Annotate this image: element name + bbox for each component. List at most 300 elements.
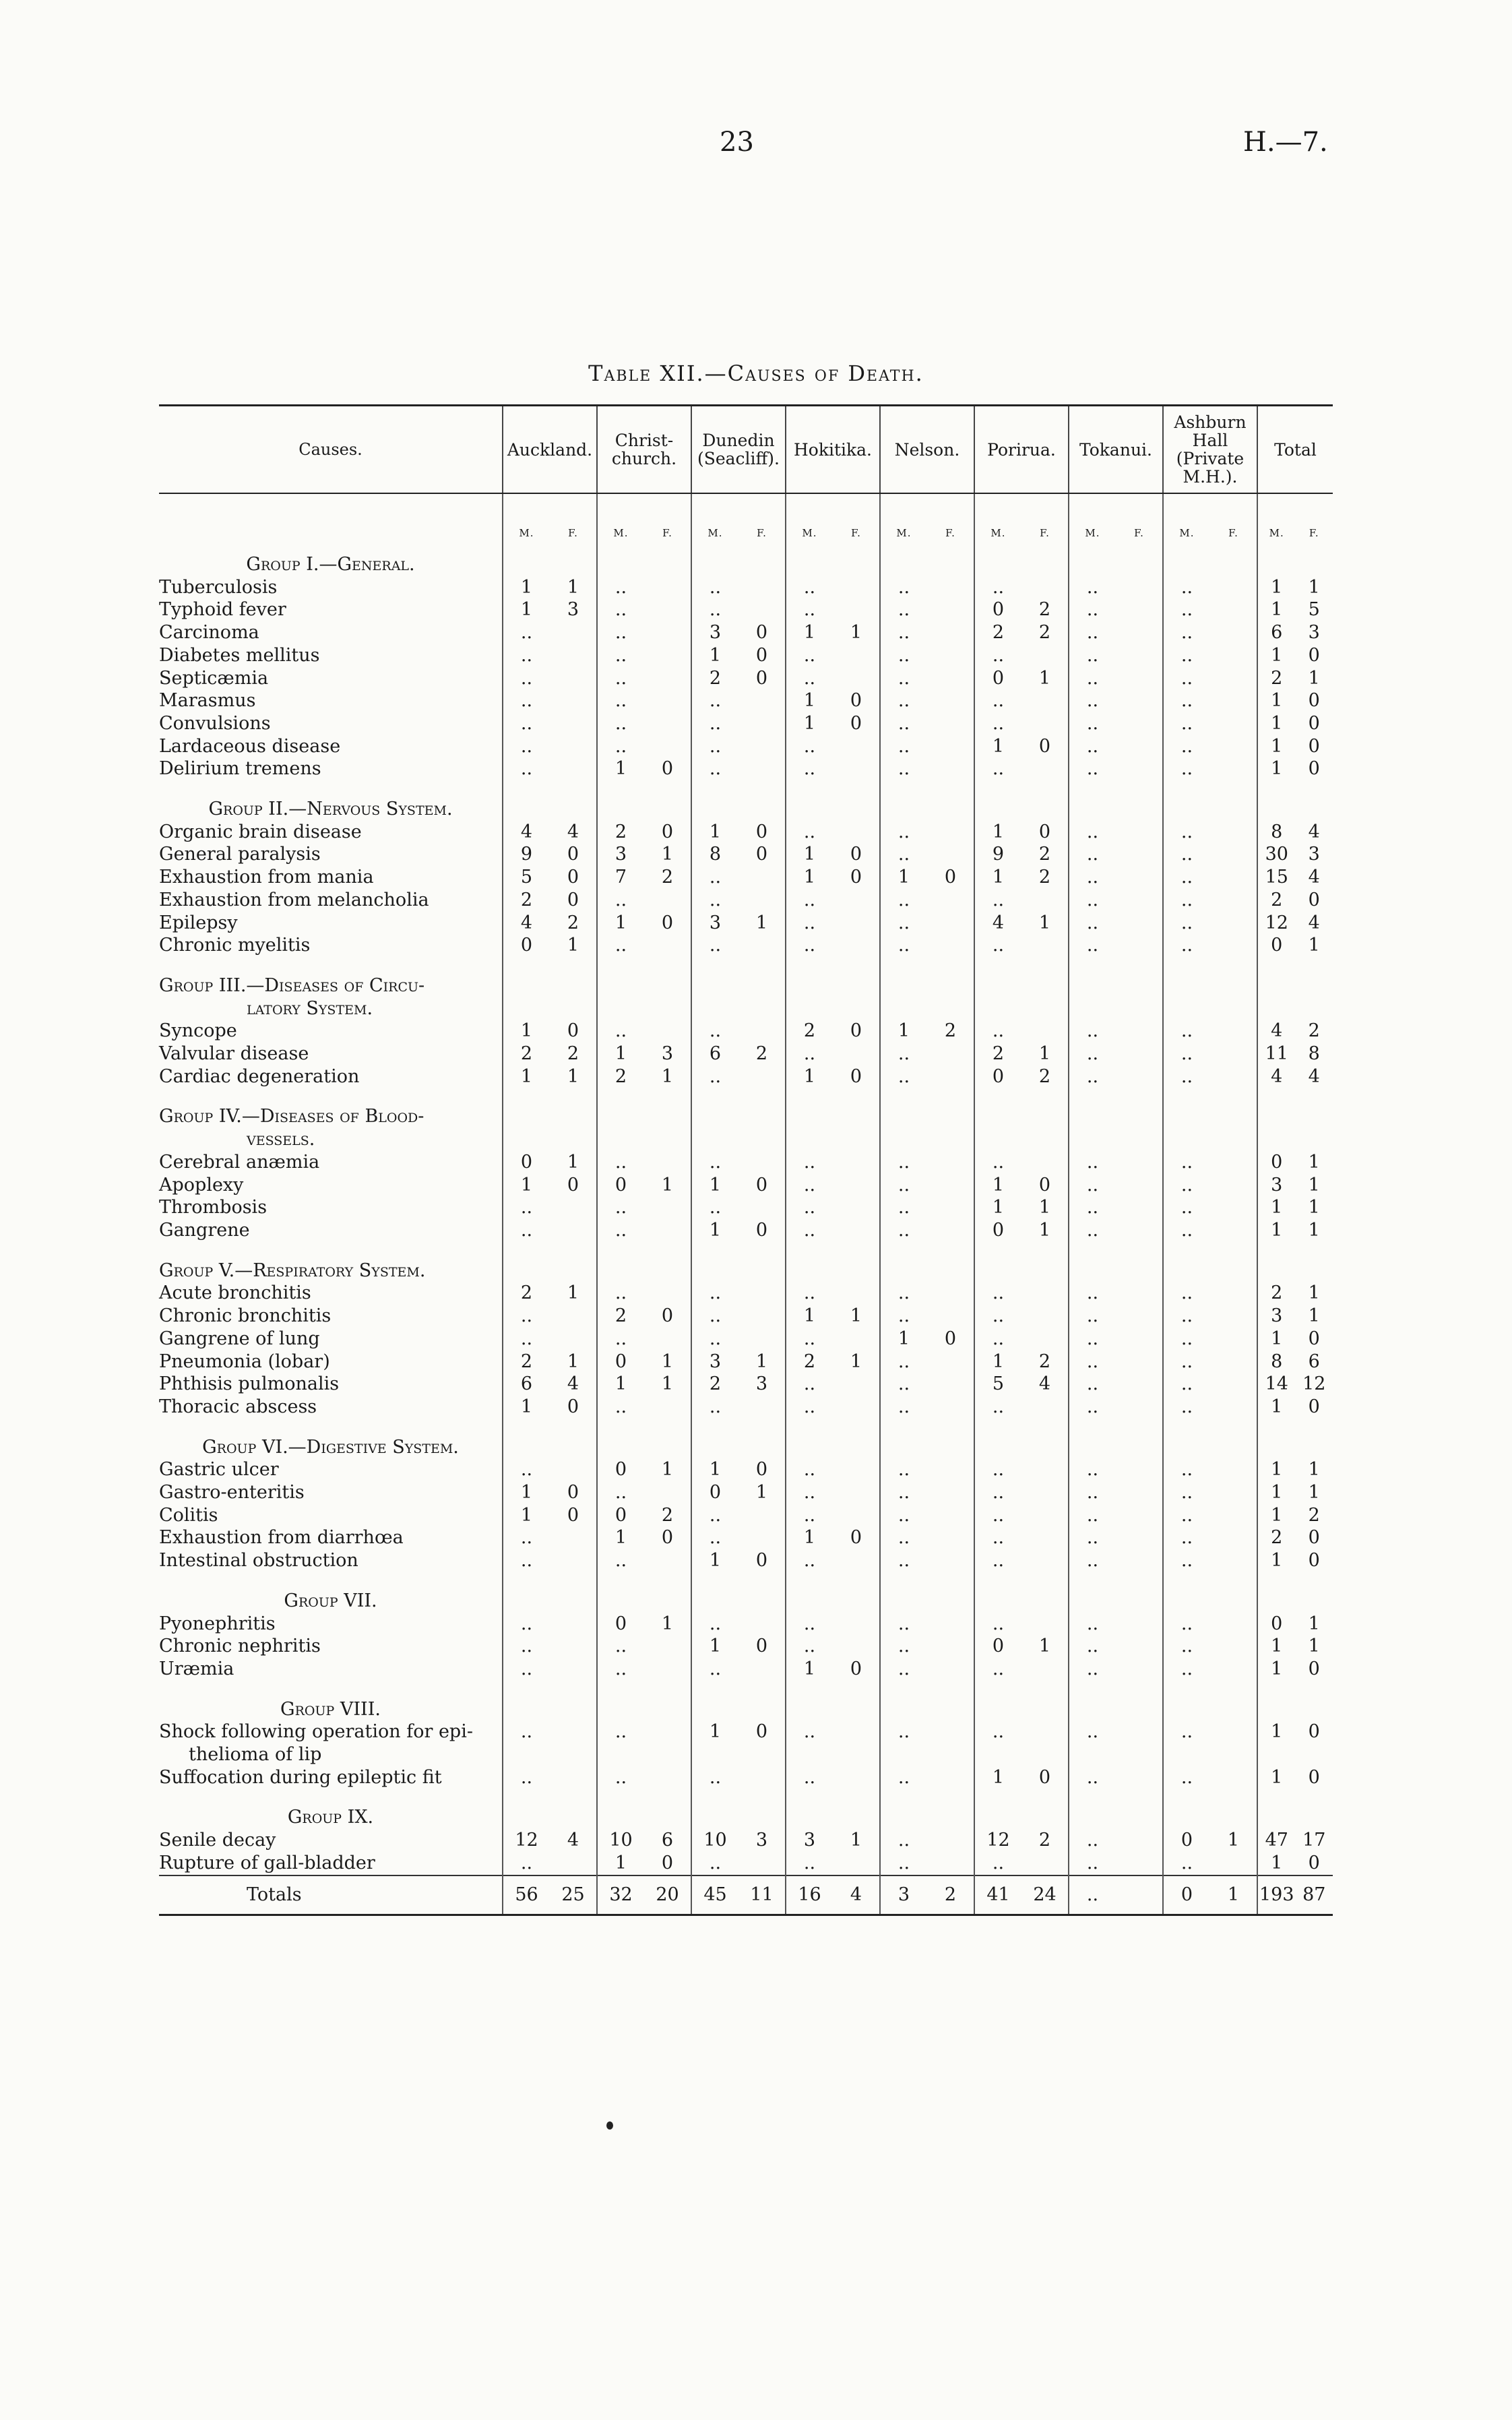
female-count: 2: [1308, 1504, 1320, 1526]
table-cell: [503, 598, 597, 621]
male-count: 1: [520, 599, 533, 621]
male-count: ..: [520, 1658, 533, 1679]
female-count: 1: [850, 622, 862, 644]
female-count: 1: [1308, 1174, 1320, 1196]
table-cell: [880, 1720, 974, 1743]
male-count: ..: [520, 712, 533, 734]
table-cell: [880, 1328, 974, 1351]
male-count: ..: [1180, 1043, 1193, 1065]
table-cell: [691, 1328, 786, 1351]
table-cell: [974, 1852, 1069, 1875]
male-count: 8: [709, 844, 722, 865]
cause-label: Phthisis pulmonalis: [159, 1373, 340, 1395]
female-count: 4: [567, 821, 579, 842]
table-cell: [503, 667, 597, 690]
table-cell: [1069, 1852, 1163, 1875]
table-body: [159, 493, 1333, 1915]
column-header-dunedin: Dunedin (Seacliff).: [691, 406, 786, 494]
male-count: ..: [1180, 667, 1193, 689]
male-count: ..: [992, 644, 1005, 666]
female-count: 0: [755, 1459, 768, 1481]
table-row: [159, 1328, 1333, 1351]
male-count: 2: [1271, 667, 1283, 689]
male-count: 1: [615, 1852, 627, 1873]
male-count: 10: [609, 1830, 633, 1851]
male-count: ..: [615, 690, 627, 712]
table-cell: [880, 1151, 974, 1174]
table-cell: [880, 1043, 974, 1065]
male-count: 2: [520, 889, 533, 910]
male-count: 1: [520, 1396, 533, 1417]
table-row: [159, 1481, 1333, 1504]
male-count: ..: [709, 1305, 722, 1327]
male-count: 2: [615, 821, 627, 842]
mf-cell: [691, 493, 786, 553]
male-count: ..: [897, 1504, 910, 1526]
table-cell: [1069, 1481, 1163, 1504]
female-count: 0: [755, 622, 768, 644]
table-cell: [974, 712, 1069, 735]
male-count: 1: [803, 712, 816, 734]
table-cell: [880, 1351, 974, 1373]
cause-label: General paralysis: [159, 844, 321, 865]
male-count: 1: [520, 576, 533, 598]
table-cell: [691, 1282, 786, 1305]
male-count: 1: [1271, 1396, 1283, 1417]
male-count: 2: [520, 1043, 533, 1065]
cause-label: Totals: [247, 1884, 302, 1905]
table-cell: [880, 1219, 974, 1242]
male-count: ..: [1086, 1504, 1099, 1526]
table-cell: [1069, 1020, 1163, 1043]
male-count: ..: [897, 1351, 910, 1372]
female-count: 0: [1308, 889, 1320, 910]
female-count: 3: [1308, 622, 1320, 644]
male-count: 2: [1271, 1282, 1283, 1304]
male-count: ..: [1180, 1396, 1193, 1417]
table-cell: [786, 598, 880, 621]
male-count: ..: [1086, 844, 1099, 865]
table-cell: [691, 1720, 786, 1743]
table-cell: [1069, 1549, 1163, 1572]
table-cell: [503, 1875, 597, 1915]
table-cell: [691, 1065, 786, 1088]
male-count: 1: [709, 1174, 722, 1196]
female-count: 0: [1308, 1852, 1320, 1873]
male-count: ..: [520, 644, 533, 666]
table-cell: [1069, 1174, 1163, 1197]
cause-label: Chronic nephritis: [159, 1636, 321, 1657]
table-cell: [974, 689, 1069, 712]
male-count: 1: [897, 1020, 910, 1042]
group-heading-row: [159, 1590, 1333, 1613]
male-count: ..: [709, 1658, 722, 1679]
female-count: 0: [1038, 1766, 1051, 1788]
table-cell: [1069, 1613, 1163, 1636]
table-cell: [880, 1305, 974, 1328]
male-count: ..: [1086, 1766, 1099, 1788]
table-cell: [1257, 1720, 1333, 1743]
male-count: ..: [897, 1613, 910, 1634]
table-cell: [503, 912, 597, 935]
male-count: ..: [709, 1852, 722, 1873]
table-cell: [1163, 1043, 1257, 1065]
female-count: 0: [567, 1174, 579, 1196]
table-cell: [786, 1328, 880, 1351]
male-count: ..: [1180, 1197, 1193, 1218]
female-count: 2: [1038, 1065, 1051, 1087]
female-count: 0: [1308, 1550, 1320, 1572]
male-count: 0: [615, 1504, 627, 1526]
table-cell: [597, 1766, 691, 1789]
male-count: ..: [1180, 821, 1193, 842]
male-count: ..: [1086, 1197, 1099, 1218]
table-row: [159, 667, 1333, 690]
page-number: 23: [720, 127, 754, 158]
cause-label: Syncope: [159, 1020, 237, 1042]
table-cell: [974, 735, 1069, 758]
column-header-total: Total: [1257, 406, 1333, 494]
f-label: F.: [1309, 527, 1319, 539]
male-count: 41: [986, 1884, 1010, 1905]
table-cell: [1163, 1328, 1257, 1351]
female-count: 1: [1038, 667, 1051, 689]
male-count: ..: [897, 1658, 910, 1679]
male-count: ..: [1086, 599, 1099, 621]
female-count: 0: [1038, 735, 1051, 757]
table-cell: [974, 757, 1069, 780]
female-count: 1: [1038, 1219, 1051, 1241]
male-count: ..: [897, 667, 910, 689]
female-count: 2: [944, 1884, 957, 1905]
male-count: ..: [1180, 758, 1193, 780]
male-count: ..: [709, 1613, 722, 1634]
cause-label: Exhaustion from diarrhœa: [159, 1527, 404, 1549]
male-count: 2: [992, 1043, 1005, 1065]
female-count: 0: [850, 1020, 862, 1042]
male-count: ..: [803, 935, 816, 956]
male-count: ..: [803, 576, 816, 598]
cause-label: Colitis: [159, 1504, 218, 1526]
table-cell: [691, 1613, 786, 1636]
male-count: ..: [992, 1459, 1005, 1481]
male-count: ..: [615, 1328, 627, 1349]
male-count: ..: [615, 1658, 627, 1679]
male-count: ..: [1086, 576, 1099, 598]
table-cell: [1069, 1766, 1163, 1789]
table-cell: [880, 866, 974, 889]
male-count: ..: [1086, 1043, 1099, 1065]
male-count: 0: [1180, 1830, 1193, 1851]
male-count: ..: [1180, 1852, 1193, 1873]
female-count: 3: [567, 599, 579, 621]
male-count: ..: [1180, 1219, 1193, 1241]
group-heading-continuation: latory System.: [247, 997, 373, 1019]
table-cell: [691, 1458, 786, 1481]
male-count: 45: [703, 1884, 727, 1905]
table-cell: [974, 1151, 1069, 1174]
table-cell: [974, 1328, 1069, 1351]
male-count: 1: [803, 1658, 816, 1679]
female-count: 1: [1308, 1613, 1320, 1634]
table-cell: [786, 821, 880, 844]
female-count: 5: [1308, 599, 1320, 621]
female-count: 0: [850, 1065, 862, 1087]
table-cell: [503, 1020, 597, 1043]
cause-label: Delirium tremens: [159, 758, 321, 780]
f-label: F.: [1040, 527, 1050, 539]
male-count: ..: [1086, 1884, 1099, 1905]
group-heading: Group VII.: [284, 1590, 377, 1611]
female-count: 17: [1302, 1830, 1326, 1851]
group-heading: Group VIII.: [280, 1698, 381, 1720]
male-count: ..: [1180, 867, 1193, 888]
table-cell: [1163, 821, 1257, 844]
table-cell: [1163, 667, 1257, 690]
male-count: ..: [1086, 912, 1099, 933]
male-count: ..: [1086, 1459, 1099, 1481]
male-count: ..: [709, 712, 722, 734]
table-cell: [691, 1020, 786, 1043]
female-count: 4: [567, 1830, 579, 1851]
table-row: [159, 1065, 1333, 1088]
male-count: ..: [1180, 576, 1193, 598]
m-label: M.: [613, 527, 629, 539]
table-row: [159, 912, 1333, 935]
table-cell: [786, 1504, 880, 1527]
table-cell: [786, 889, 880, 912]
table-cell: [974, 1174, 1069, 1197]
female-count: 1: [567, 576, 579, 598]
table-cell: [1163, 1481, 1257, 1504]
female-count: 1: [661, 1351, 674, 1372]
cause-label: Tuberculosis: [159, 576, 278, 598]
table-cell: [503, 735, 597, 758]
table-cell: [503, 934, 597, 957]
female-count: 1: [567, 1282, 579, 1304]
cause-label: Thoracic abscess: [159, 1396, 317, 1417]
female-count: 3: [755, 1830, 768, 1851]
cause-label: Exhaustion from mania: [159, 867, 374, 888]
table-cell: [786, 1351, 880, 1373]
male-count: ..: [520, 1636, 533, 1657]
male-count: ..: [897, 712, 910, 734]
table-cell: [1069, 1720, 1163, 1743]
male-count: ..: [1180, 599, 1193, 621]
table-cell: [880, 621, 974, 644]
table-cell: [597, 757, 691, 780]
table-row: [159, 757, 1333, 780]
cause-label: Thrombosis: [159, 1197, 267, 1218]
female-count: 0: [661, 1852, 674, 1873]
table-cell: [691, 889, 786, 912]
male-count: ..: [803, 1373, 816, 1395]
male-count: ..: [897, 735, 910, 757]
table-cell: [786, 1043, 880, 1065]
female-count: 2: [661, 867, 674, 888]
male-count: ..: [803, 1550, 816, 1572]
male-count: ..: [1180, 1373, 1193, 1395]
group-heading: Group IX.: [287, 1807, 374, 1828]
table-cell: [974, 1613, 1069, 1636]
male-count: ..: [803, 1328, 816, 1349]
female-count: 0: [1308, 690, 1320, 712]
table-cell: [597, 1174, 691, 1197]
table-cell: [1257, 866, 1333, 889]
table-cell: [597, 1351, 691, 1373]
table-cell: [1257, 1373, 1333, 1396]
table-cell: [503, 576, 597, 599]
female-count: 1: [661, 1065, 674, 1087]
male-count: ..: [709, 735, 722, 757]
table-cell: [691, 1852, 786, 1875]
table-cell: [1163, 912, 1257, 935]
table-row: [159, 1351, 1333, 1373]
female-count: 0: [944, 1328, 957, 1349]
table-cell: [597, 621, 691, 644]
male-count: ..: [709, 1766, 722, 1788]
male-count: ..: [1086, 1351, 1099, 1372]
table-cell: [691, 689, 786, 712]
female-count: 0: [850, 690, 862, 712]
female-count: 1: [1308, 1305, 1320, 1327]
table-cell: [786, 1829, 880, 1852]
cause-label: Intestinal obstruction: [159, 1550, 358, 1572]
male-count: 0: [992, 599, 1005, 621]
male-count: 2: [709, 667, 722, 689]
female-count: 0: [567, 1504, 579, 1526]
female-count: 0: [661, 912, 674, 933]
male-count: ..: [520, 690, 533, 712]
table-cell: [597, 912, 691, 935]
male-count: ..: [1180, 1020, 1193, 1042]
table-cell: [786, 1635, 880, 1658]
mf-cell: [786, 493, 880, 553]
table-cell: [597, 1020, 691, 1043]
table-row: [159, 644, 1333, 667]
male-count: ..: [709, 758, 722, 780]
table-row: [159, 1458, 1333, 1481]
table-cell: [597, 1065, 691, 1088]
table-cell: [1257, 1219, 1333, 1242]
female-count: 4: [850, 1884, 862, 1905]
male-count: ..: [1086, 1482, 1099, 1503]
male-count: ..: [520, 1328, 533, 1349]
male-count: 1: [1271, 1459, 1283, 1481]
female-count: 0: [661, 1527, 674, 1549]
table-cell: [691, 621, 786, 644]
table-cell: [1163, 843, 1257, 866]
table-cell: [597, 1635, 691, 1658]
table-cell: [1163, 1720, 1257, 1743]
table-cell: [880, 689, 974, 712]
table-cell: [974, 1043, 1069, 1065]
male-count: 1: [992, 1351, 1005, 1372]
table-cell: [503, 712, 597, 735]
table-cell: [1163, 598, 1257, 621]
table-row: [159, 866, 1333, 889]
female-count: 2: [1038, 844, 1051, 865]
male-count: 0: [1271, 935, 1283, 956]
male-count: 0: [992, 1219, 1005, 1241]
table-cell: [1257, 1481, 1333, 1504]
table-cell: [503, 1458, 597, 1481]
male-count: ..: [1086, 1305, 1099, 1327]
male-count: ..: [709, 1328, 722, 1349]
table-cell: [597, 735, 691, 758]
table-cell: [1257, 843, 1333, 866]
table-cell: [880, 1282, 974, 1305]
male-count: 32: [609, 1884, 633, 1905]
group-heading: Group V.—Respiratory System.: [159, 1260, 426, 1281]
table-cell: [974, 1875, 1069, 1915]
mf-cell: [503, 493, 597, 553]
table-cell: [1069, 934, 1163, 957]
f-label: F.: [1134, 527, 1144, 539]
table-cell: [974, 1504, 1069, 1527]
table-cell: [1163, 1613, 1257, 1636]
table-cell: [1069, 1328, 1163, 1351]
male-count: 14: [1265, 1373, 1288, 1395]
table-cell: [1257, 1396, 1333, 1419]
table-cell: [1163, 576, 1257, 599]
table-cell: [503, 889, 597, 912]
male-count: ..: [803, 667, 816, 689]
male-count: ..: [520, 1219, 533, 1241]
male-count: ..: [615, 1550, 627, 1572]
male-count: ..: [897, 576, 910, 598]
table-cell: [503, 1305, 597, 1328]
table-cell: [1257, 821, 1333, 844]
table-cell: [880, 1852, 974, 1875]
male-count: ..: [615, 1396, 627, 1417]
table-cell: [1163, 1526, 1257, 1549]
male-count: ..: [897, 644, 910, 666]
male-count: ..: [1086, 735, 1099, 757]
table-cell: [597, 843, 691, 866]
female-count: 1: [850, 1351, 862, 1372]
female-count: 0: [755, 1636, 768, 1657]
female-count: 3: [1308, 844, 1320, 865]
table-cell: [691, 1526, 786, 1549]
male-count: ..: [803, 1174, 816, 1196]
female-count: 6: [1308, 1351, 1320, 1372]
table-cell: [691, 1875, 786, 1915]
table-cell: [691, 1174, 786, 1197]
table-cell: [691, 757, 786, 780]
table-cell: [503, 1328, 597, 1351]
female-count: 1: [1308, 1219, 1320, 1241]
female-count: 4: [1308, 821, 1320, 842]
table-cell: [974, 1282, 1069, 1305]
document-code: H.—7.: [1243, 127, 1328, 158]
male-count: ..: [709, 1527, 722, 1549]
female-count: 1: [1227, 1830, 1240, 1851]
male-count: ..: [615, 1151, 627, 1173]
table-cell: [503, 843, 597, 866]
table-cell: [786, 1174, 880, 1197]
male-count: ..: [1180, 1504, 1193, 1526]
male-count: ..: [1086, 935, 1099, 956]
female-count: 1: [567, 1065, 579, 1087]
female-count: 0: [567, 844, 579, 865]
male-count: 0: [520, 935, 533, 956]
table-cell: [880, 821, 974, 844]
table-cell: [1069, 1196, 1163, 1219]
group-heading-continuation-row: [159, 997, 1333, 1020]
female-count: 1: [1038, 1636, 1051, 1657]
male-count: ..: [803, 1636, 816, 1657]
